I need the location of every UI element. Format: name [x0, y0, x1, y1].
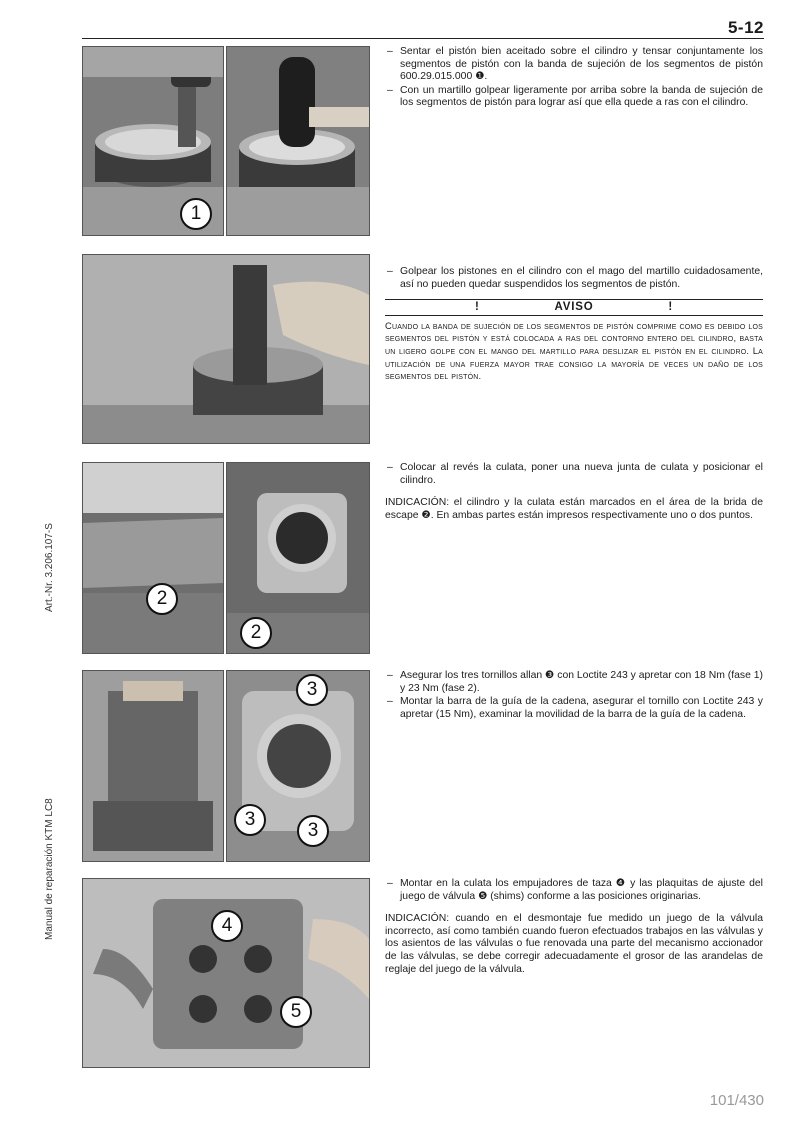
warning-mark-left: !: [475, 301, 480, 314]
article-number: Art.-Nr. 3.206.107-S: [44, 523, 55, 612]
instruction-item: – Colocar al revés la culata, poner una nueva junta de culata y posicionar el cilindro.: [385, 462, 763, 487]
section-1-text: [385, 46, 763, 111]
photo-tapping-piston: [82, 254, 370, 444]
note-text: INDICACIÓN: cuando en el desmontaje fue medido un juego de la válvula incorrecto, así como también cuando fueron efectuados trabajos en las válvulas y los asientos de las válvulas o fue renovada una parte del mecanismo accionador de las válvulas, se debe corregir adecuadamente el grosor de las arandelas de reglaje del juego de la válvula.: [385, 913, 763, 975]
callout-1: 1: [180, 198, 212, 230]
callout-3: 3: [296, 674, 328, 706]
section-2-text: [385, 266, 763, 393]
callout-4: 4: [211, 910, 243, 942]
instruction-item: – Montar la barra de la guía de la cadena, asegurar el tornillo con Loctite 243 y apretar (15 Nm), examinar la movilidad de la barra de la guía de la cadena.: [385, 696, 763, 721]
callout-3: 3: [234, 804, 266, 836]
photo-hammer-on-band: [226, 46, 370, 236]
header-rule: [82, 38, 764, 39]
section-3-text: [385, 462, 763, 532]
manual-title: Manual de reparación KTM LC8: [44, 798, 55, 940]
note-text: INDICACIÓN: el cilindro y la culata están marcados en el área de la brida de escape ❷. En ambas partes están impresos respectivamente uno o dos puntos.: [385, 497, 763, 521]
photo-cylinder-head-assembly: [82, 670, 224, 862]
instruction-item: – Con un martillo golpear ligeramente por arriba sobre la banda de sujeción de los segmentos de pistón para lograr así que ella quede a ras con el cilindro.: [385, 85, 763, 110]
warning-text: Cuando la banda de sujeción de los segmentos de pistón comprime como es debido los segmentos del pistón y está colocada a ras del contorno entero del cilindro, basta un ligero golpe con el mango del martillo para deslizar el pistón en el cilindro. La utilización de una fuerza mayor trae consigo la mayoría de veces un daño de los segmentos del pistón.: [385, 319, 763, 382]
callout-2: 2: [146, 583, 178, 615]
warning-header: [385, 299, 763, 316]
callout-5: 5: [280, 996, 312, 1028]
instruction-item: – Montar en la culata los empujadores de taza ❹ y las plaquitas de ajuste del juego de válvula ❺ (shims) conforme a las posiciones originarias.: [385, 878, 763, 903]
callout-2: 2: [240, 617, 272, 649]
photo-valve-tappets: [82, 878, 370, 1068]
warning-mark-right: !: [668, 301, 673, 314]
callout-3: 3: [297, 815, 329, 847]
instruction-item: – Golpear los pistones en el cilindro con el mago del martillo cuidadosamente, así no pueden quedar suspendidos los segmentos de pistón.: [385, 266, 763, 291]
page-number: 5-12: [727, 18, 764, 37]
instruction-item: – Asegurar los tres tornillos allan ❸ con Loctite 243 y apretar con 18 Nm (fase 1) y 23 Nm (fase 2).: [385, 670, 763, 695]
section-5-text: [385, 878, 763, 986]
page-counter: 101/430: [709, 1092, 764, 1109]
section-4-text: [385, 670, 763, 722]
photo-cylinder-mark: [82, 462, 224, 654]
instruction-item: – Sentar el pistón bien aceitado sobre el cilindro y tensar conjuntamente los segmentos de pistón con la banda de sujeción de los segmentos de pistón 600.29.015.000 ❶.: [385, 46, 763, 84]
warning-title: AVISO: [554, 301, 594, 314]
